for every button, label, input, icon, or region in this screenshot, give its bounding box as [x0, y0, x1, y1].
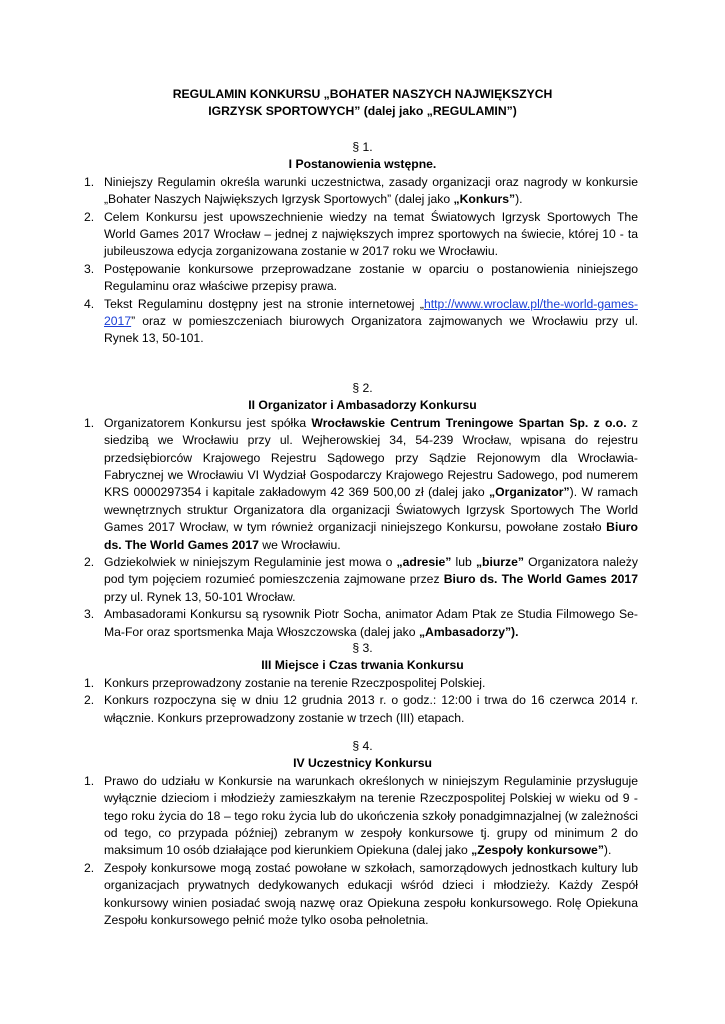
item-text: Ambasadorami Konkursu są rysownik Piotr Socha, animator Adam Ptak ze Studia Filmowego Se-Ma-For oraz sportsmenka Maja Włoszczowska (dalej jako — [104, 607, 638, 639]
item-bold-term: Biuro ds. The World Games 2017 — [443, 572, 638, 587]
item-text: lub — [451, 555, 476, 570]
item-number: 2. — [84, 693, 95, 708]
section-heading: IV Uczestnicy Konkursu — [293, 756, 432, 771]
item-text: Gdziekolwiek w niniejszym Regulaminie jest mowa o — [104, 555, 397, 570]
item-text: z siedzibą we Wrocławiu przy ul. Wejherowskiej 34, 54-239 Wrocław, wpisana do rejestru przedsiębiorców Krajowego Rejestru Sądowego przy Sądzie Rejonowym dla Wrocławia-Fabrycznej we Wrocławiu VI Wydział Gospodarczy Krajowego Rejestru Sadowego, pod numerem KRS 0000297354 i kapitale zakładowym 42 369 500,00 zł (dalej jako — [104, 415, 638, 500]
section-heading: III Miejsce i Czas trwania Konkursu — [261, 658, 464, 673]
section-number: § 1. — [352, 140, 373, 154]
item-bold-term: „Konkurs” — [453, 192, 516, 207]
item-bold-term: „adresie” — [396, 555, 452, 570]
item-number: 1. — [84, 415, 95, 430]
section-1 — [0, 139, 725, 348]
list-item — [84, 209, 638, 261]
item-number: 1. — [84, 773, 95, 788]
item-text: Prawo do udziału w Konkursie na warunkach określonych w niniejszym Regulaminie przysługuje wyłącznie dzieciom i młodzieży zamieszkałym na terenie Rzeczpospolitej Polskiej w wieku od 9 - tego roku życia do 18 – tego roku życia lub do ukończenia szkoły ponadgimnazjalnej (w zależności od tego, co przypada później) zebranym w zespoły konkursowe tj. grupy od minimum 2 do maksimum 10 osób działające pod kierunkiem Opiekuna (dalej jako — [104, 773, 638, 858]
item-text: Konkurs przeprowadzony zostanie na terenie Rzeczpospolitej Polskiej. — [104, 675, 486, 690]
item-bold-term: „Zespoły konkursowe” — [471, 843, 604, 858]
item-number: 2. — [84, 860, 95, 875]
item-bold-term: „biurze” — [475, 555, 525, 570]
title-line-1: REGULAMIN KONKURSU „BOHATER NASZYCH NAJWIĘKSZYCH — [172, 87, 553, 101]
section-number: § 3. — [352, 641, 373, 655]
list-item — [84, 606, 638, 641]
item-text: ). — [603, 843, 612, 858]
section-number: § 4. — [352, 739, 373, 753]
list-item — [84, 261, 638, 296]
section-list — [0, 174, 725, 348]
item-text: Konkurs rozpoczyna się w dniu 12 grudnia 2013 r. o godz.: 12:00 i trwa do 16 czerwca 2014 r. włącznie. Konkurs przeprowadzony zostanie w trzech (III) etapach. — [104, 693, 638, 725]
item-number: 3. — [84, 261, 95, 276]
list-item — [84, 773, 638, 860]
item-number: 4. — [84, 296, 95, 311]
document-title — [100, 86, 625, 120]
item-text: przy ul. Rynek 13, 50-101 Wrocław. — [104, 589, 296, 604]
section-3 — [0, 640, 725, 727]
list-item — [84, 174, 638, 209]
list-item — [84, 675, 638, 692]
list-item — [84, 554, 638, 606]
list-item — [84, 860, 638, 930]
item-number: 1. — [84, 675, 95, 690]
item-number: 2. — [84, 555, 95, 570]
item-bold-term: Wrocławskie Centrum Treningowe Spartan Sp. z o.o. — [311, 415, 627, 430]
item-number: 1. — [84, 174, 95, 189]
item-number: 3. — [84, 607, 95, 622]
list-item — [84, 296, 638, 348]
section-list — [0, 773, 725, 930]
item-text: ” oraz w pomieszczeniach biurowych Organizatora zajmowanych we Wrocławiu przy ul. Rynek 13, 50-101. — [104, 314, 638, 346]
item-text: Niniejszy Regulamin określa warunki uczestnictwa, zasady organizacji oraz nagrody w konkursie „Bohater Naszych Największych Igrzysk Sportowych” (dalej jako — [104, 174, 638, 207]
item-bold-term: „Organizator” — [489, 485, 570, 500]
list-item — [84, 692, 638, 727]
item-number: 2. — [84, 209, 95, 224]
section-heading: II Organizator i Ambasadorzy Konkursu — [248, 398, 477, 413]
item-bold-term: „Ambasadorzy”). — [418, 624, 519, 639]
item-text: we Wrocławiu. — [258, 537, 341, 552]
item-text: Zespoły konkursowe mogą zostać powołane w szkołach, samorządowych jednostkach kultury lub organizacjach prywatnych dedykowanych edukacji wśród dzieci i młodzieży. Każdy Zespół konkursowy winien posiadać swoją nazwę oraz Opiekuna zespołu konkursowego. Rolę Opiekuna Zespołu konkursowego pełnić może tylko osoba pełnoletnia. — [104, 860, 638, 928]
item-text: Postępowanie konkursowe przeprowadzane zostanie w oparciu o postanowienia niniejszego Regulaminu oraz właściwe przepisy prawa. — [104, 261, 638, 294]
item-text: ). W ramach wewnętrznych struktur Organizatora dla organizacji Światowych Igrzysk Sportowych The World Games 2017 Wrocław, w tym również organizacji niniejszego Konkursu, powołane zostało — [104, 485, 639, 535]
section-4 — [0, 738, 725, 929]
item-text: Organizatorem Konkursu jest spółka — [104, 415, 312, 430]
item-text: Organizatora należy pod tym pojęciem rozumieć pomieszczenia zajmowane przez — [104, 555, 638, 587]
list-item — [84, 415, 639, 554]
item-text: Celem Konkursu jest upowszechnienie wiedzy na temat Światowych Igrzysk Sportowych The World Games 2017 Wrocław – jednej z największych imprez sportowych na świecie, której 10 - ta jubileuszowa edycja zorganizowana zostanie w 2017 roku we Wrocławiu. — [104, 209, 638, 259]
section-heading: I Postanowienia wstępne. — [288, 157, 437, 172]
section-list — [0, 675, 725, 727]
item-bold-term: Biuro ds. The World Games 2017 — [104, 520, 638, 552]
section-2 — [0, 380, 725, 641]
item-text: Tekst Regulaminu dostępny jest na stronie internetowej „ — [104, 296, 424, 311]
section-list — [0, 415, 725, 641]
section-number: § 2. — [352, 381, 373, 395]
item-text: ). — [515, 192, 523, 207]
title-line-2: IGRZYSK SPORTOWYCH” (dalej jako „REGULAMIN”) — [208, 104, 517, 118]
regulations-link[interactable]: http://www.wroclaw.pl/the-world-games-2017 — [104, 296, 638, 329]
